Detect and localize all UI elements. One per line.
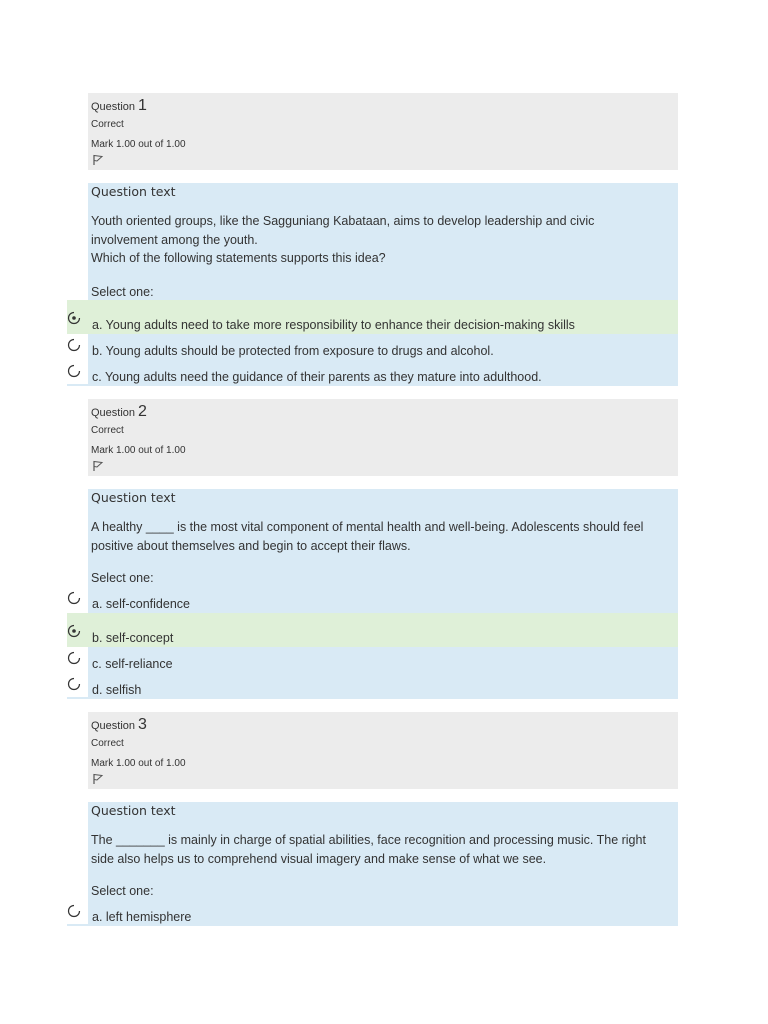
question-number-value: 3 <box>138 716 147 733</box>
flag-icon[interactable] <box>92 154 104 166</box>
question-text-line: positive about themselves and begin to accept their flaws. <box>91 538 411 553</box>
answer-option[interactable] <box>67 334 678 360</box>
answer-option[interactable] <box>67 613 678 647</box>
question-text <box>91 212 676 268</box>
question-grade: Mark 1.00 out of 1.00 <box>91 445 186 456</box>
answer-option-label: c. Young adults need the guidance of their parents as they mature into adulthood. <box>92 370 542 384</box>
question-label: Question <box>91 720 136 732</box>
question-text <box>91 518 676 555</box>
radio-unselected-icon[interactable] <box>67 651 81 665</box>
answer-option[interactable] <box>67 360 678 386</box>
radio-unselected-icon[interactable] <box>67 591 81 605</box>
question-state: Correct <box>91 738 124 749</box>
question-grade: Mark 1.00 out of 1.00 <box>91 139 186 150</box>
answer-option-label: a. self-confidence <box>92 597 190 611</box>
answer-option-label: b. self-concept <box>92 631 174 645</box>
answer-option[interactable] <box>67 647 678 673</box>
question-text-header: Question text <box>91 490 176 505</box>
answer-option[interactable] <box>67 589 88 613</box>
question-1-content <box>88 183 678 301</box>
answer-option-label: a. Young adults need to take more responsibility to enhance their decision-making skills <box>92 318 575 332</box>
question-number-value: 2 <box>138 403 147 420</box>
radio-unselected-icon[interactable] <box>67 677 81 691</box>
radio-underline <box>67 924 88 926</box>
question-2-info <box>88 399 678 476</box>
question-1-info <box>88 93 678 170</box>
select-one-prompt: Select one: <box>91 884 154 898</box>
question-text-line: side also helps us to comprehend visual imagery and make sense of what we see. <box>91 851 547 866</box>
question-text-line: The _______ is mainly in charge of spatial abilities, face recognition and processing music. The right <box>91 833 646 847</box>
question-3-content <box>88 802 678 926</box>
question-state: Correct <box>91 425 124 436</box>
question-text-line: Youth oriented groups, like the Sagguniang Kabataan, aims to develop leadership and civic <box>91 214 595 228</box>
answer-option-label: d. selfish <box>92 683 142 697</box>
question-number <box>91 97 147 115</box>
question-text-line: A healthy ____ is the most vital component of mental health and well-being. Adolescents should feel <box>91 520 644 534</box>
question-number-value: 1 <box>138 97 147 114</box>
question-text-header: Question text <box>91 184 176 199</box>
answer-option[interactable] <box>67 902 88 926</box>
radio-unselected-icon[interactable] <box>67 904 81 918</box>
radio-unselected-icon[interactable] <box>67 364 81 378</box>
answer-option-label: b. Young adults should be protected from exposure to drugs and alcohol. <box>92 344 494 358</box>
answer-option[interactable] <box>67 300 678 334</box>
flag-icon[interactable] <box>92 773 104 785</box>
question-text <box>91 831 676 868</box>
question-label: Question <box>91 407 136 419</box>
radio-unselected-icon[interactable] <box>67 338 81 352</box>
question-3-info <box>88 712 678 789</box>
radio-selected-icon[interactable] <box>67 311 81 325</box>
question-text-line: involvement among the youth. <box>91 232 258 247</box>
answer-option-label: a. left hemisphere <box>92 910 192 924</box>
question-number <box>91 403 147 421</box>
question-number <box>91 716 147 734</box>
question-text-header: Question text <box>91 803 176 818</box>
answer-option[interactable] <box>67 673 678 699</box>
question-state: Correct <box>91 119 124 130</box>
select-one-prompt: Select one: <box>91 571 154 585</box>
question-2-content <box>88 489 678 613</box>
question-label: Question <box>91 101 136 113</box>
flag-icon[interactable] <box>92 460 104 472</box>
answer-option-label: c. self-reliance <box>92 657 173 671</box>
question-grade: Mark 1.00 out of 1.00 <box>91 758 186 769</box>
question-text-line: Which of the following statements supports this idea? <box>91 251 386 265</box>
select-one-prompt: Select one: <box>91 285 154 299</box>
radio-selected-icon[interactable] <box>67 624 81 638</box>
